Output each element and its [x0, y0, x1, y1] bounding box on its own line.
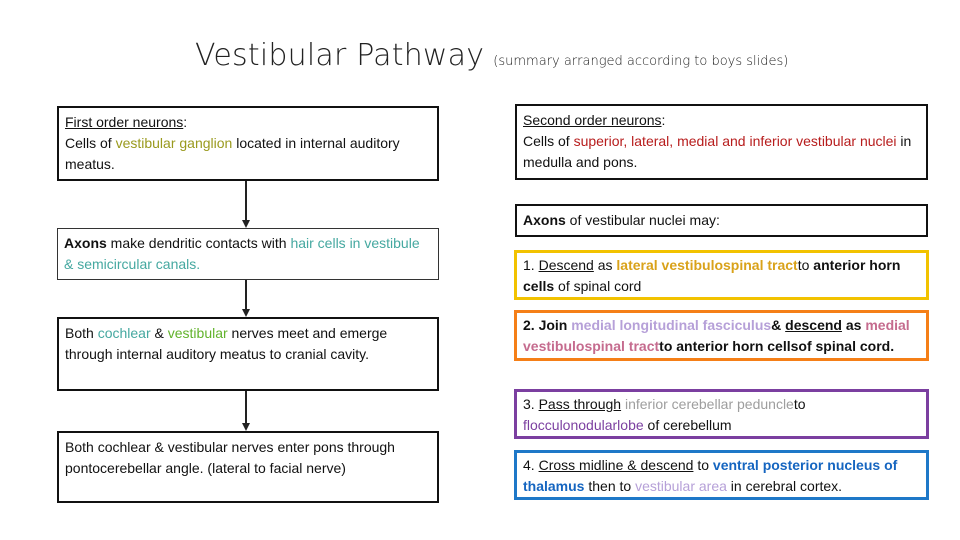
axons-nuclei-text: of vestibular nuclei may: — [565, 212, 720, 228]
option-1-to: to — [797, 257, 814, 273]
option-3-box — [514, 389, 929, 439]
medial-vestibulospinal-tract-text: medial vestibulospinal tract — [523, 317, 910, 354]
nerves-meet-text-1: Both — [65, 325, 98, 341]
axons-text: make dendritic contacts with — [106, 235, 291, 251]
ventral-posterior-nucleus-text: ventral posterior nucleus of thalamus — [523, 457, 898, 494]
option-2-to: to — [659, 338, 677, 354]
option-2-box — [514, 310, 929, 361]
option-4-then: then to — [584, 478, 636, 494]
axons-label: Axons — [64, 235, 107, 251]
first-order-heading: First order neurons — [65, 114, 184, 130]
axons-of-nuclei-box — [515, 204, 928, 237]
option-4-box — [514, 450, 929, 500]
cross-midline-text: Cross midline & descend — [538, 457, 694, 473]
vestibular-area-text: vestibular area — [635, 478, 727, 494]
enter-pons-text: Both cochlear & vestibular nerves enter pons through pontocerebellar angle. (lateral to facial nerve) — [65, 439, 395, 476]
title-main: Vestibular Pathway — [195, 38, 485, 73]
option-2-end: of spinal cord. — [798, 338, 895, 354]
option-4-end: in cerebral cortex. — [726, 478, 843, 494]
slide-title — [195, 38, 788, 73]
first-order-colon: : — [183, 114, 188, 130]
descend-text: Descend — [538, 257, 594, 273]
axons-contacts-box — [57, 228, 439, 280]
first-order-text-3: located in internal auditory meatus. — [65, 135, 400, 172]
arrow-down-1 — [242, 181, 250, 228]
option-4-to: to — [693, 457, 713, 473]
second-order-neurons-box — [515, 104, 928, 180]
option-3-number: 3. — [523, 396, 539, 412]
flocculonodular-lobe-text: flocculonodularlobe — [523, 417, 644, 433]
axons-nuclei-label: Axons — [523, 212, 566, 228]
option-2-anterior-horn: anterior horn cells — [676, 338, 799, 354]
cochlear-text: cochlear — [97, 325, 151, 341]
title-subtitle: (summary arranged according to boys slides) — [493, 54, 789, 69]
option-1-number: 1. — [523, 257, 539, 273]
nerves-meet-text-3: & — [150, 325, 168, 341]
enter-pons-box — [57, 431, 439, 503]
arrow-down-3 — [242, 391, 250, 431]
option-2-and: & — [771, 317, 786, 333]
second-order-text-4: in medulla and pons. — [523, 133, 912, 170]
second-order-text-1: Cells of — [523, 133, 574, 149]
option-1-box — [514, 250, 929, 300]
arrow-down-2 — [242, 280, 250, 317]
first-order-text-1: Cells of — [65, 135, 116, 151]
nerves-meet-box — [57, 317, 439, 391]
option-2-descend: descend — [785, 317, 842, 333]
pass-through-text: Pass through — [538, 396, 622, 412]
option-2-as: as — [841, 317, 866, 333]
option-3-to: to — [793, 396, 806, 412]
lateral-vestibulospinal-tract-text: lateral vestibulospinal tract — [616, 257, 798, 273]
second-order-heading: Second order neurons — [523, 112, 662, 128]
hair-cells-text: hair cells in vestibule & semicircular canals. — [64, 235, 420, 272]
option-1-end: of spinal cord — [554, 278, 642, 294]
option-3-end: of cerebellum — [643, 417, 732, 433]
second-order-colon: : — [661, 112, 666, 128]
option-4-number: 4. — [523, 457, 539, 473]
option-1-as: as — [593, 257, 617, 273]
vestibular-ganglion-text: vestibular ganglion — [115, 135, 233, 151]
vestibular-nuclei-text: vestibular nuclei — [796, 133, 897, 149]
first-order-neurons-box — [57, 106, 439, 181]
nerves-meet-text-5: nerves meet and emerge through internal auditory meatus to cranial cavity. — [65, 325, 388, 362]
nuclei-names-text: superior, lateral, medial and inferior — [573, 133, 797, 149]
vestibular-text: vestibular — [167, 325, 228, 341]
medial-longitudinal-fasciculus-text: medial longitudinal fasciculus — [571, 317, 772, 333]
inferior-cerebellar-peduncle-text: inferior cerebellar peduncle — [624, 396, 794, 412]
anterior-horn-cells-text: anterior horn cells — [523, 257, 901, 294]
option-2-number: 2. Join — [523, 317, 572, 333]
